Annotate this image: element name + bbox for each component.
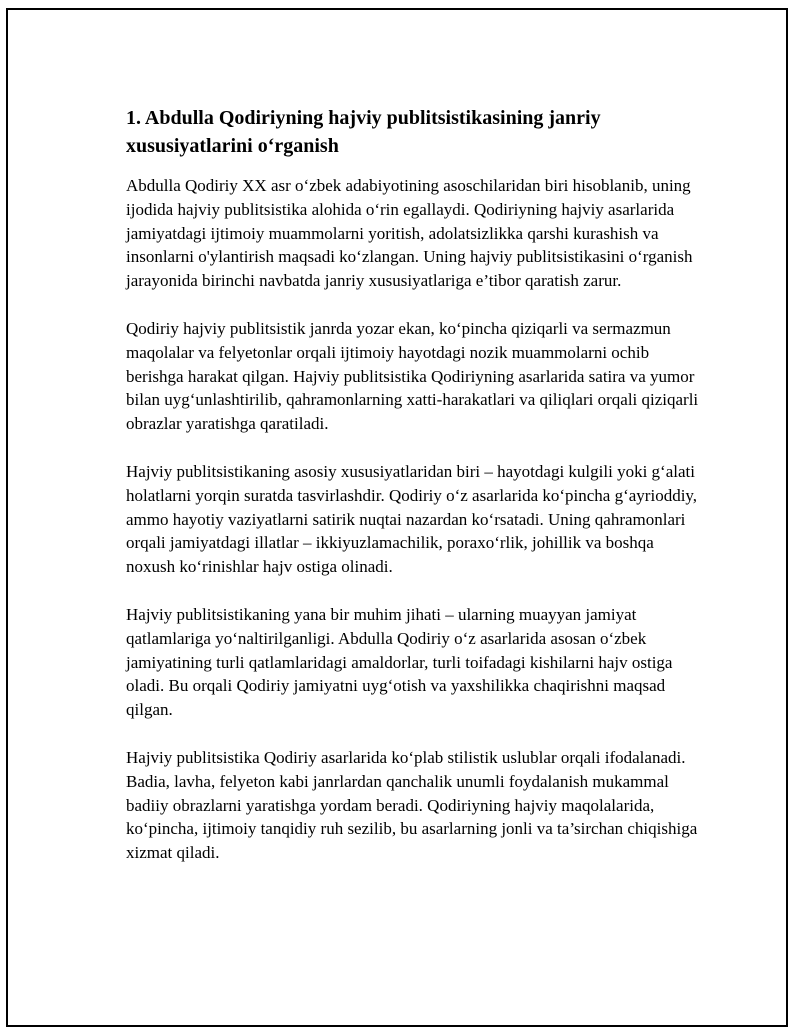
page-frame bbox=[6, 8, 788, 1027]
paragraph-2: Qodiriy hajviy publitsistik janrda yozar ekan, ko‘pincha qiziqarli va sermazmun maqolalar va felyetonlar orqali ijtimoiy hayotdagi nozik muammolarni ochib berishga harakat qilgan. Hajviy publitsistika Qodiriyning asarlarida satira va yumor bilan uyg‘unlashtirilib, qahramonlarning xatti-harakatlari va qiliqlari orqali qiziqarli obrazlar yaratishga qaratiladi. bbox=[126, 318, 699, 434]
document-body bbox=[126, 104, 701, 889]
paragraph-5: Hajviy publitsistika Qodiriy asarlarida ko‘plab stilistik uslublar orqali ifodalanadi. Badia, lavha, felyeton kabi janrlardan qanchalik unumli foydalanish mukammal badiiy obrazlarni yaratishga yordam beradi. Qodiriyning hajviy maqolalarida, ko‘pincha, ijtimoiy tanqidiy ruh sezilib, bu asarlarning jonli va ta’sirchan chiqishiga xizmat qiladi. bbox=[126, 747, 698, 863]
paragraph-4: Hajviy publitsistikaning yana bir muhim jihati – ularning muayyan jamiyat qatlamlariga yo‘naltirilganligi. Abdulla Qodiriy o‘z asarlarida asosan o‘zbek jamiyatining turli qatlamlaridagi amaldorlar, turli toifadagi kishilarni hajv ostiga oladi. Bu orqali Qodiriy jamiyatni uyg‘otish va yaxshilikka chaqirishni maqsad qilgan. bbox=[126, 604, 673, 720]
document-title: 1. Abdulla Qodiriyning hajviy publitsistikasining janriy xususiyatlarini o‘rganish bbox=[126, 107, 601, 157]
paragraph-1: Abdulla Qodiriy XX asr o‘zbek adabiyotining asoschilaridan biri hisoblanib, uning ijodida hajviy publitsistika alohida o‘rin egallaydi. Qodiriyning hajviy asarlarida jamiyatdagi ijtimoiy muammolarni yoritish, adolatsizlikka qarshi kurashish va insonlarni o'ylantirish maqsadi ko‘zlangan. Uning hajviy publitsistikasini o‘rganish jarayonida birinchi navbatda janriy xususiyatlariga e’tibor qaratish zarur. bbox=[126, 176, 693, 291]
paragraph-3: Hajviy publitsistikaning asosiy xususiyatlaridan biri – hayotdagi kulgili yoki g‘alati holatlarni yorqin suratda tasvirlashdir. Qodiriy o‘z asarlarida ko‘pincha g‘ayrioddiy, ammo hayotiy vaziyatlarni satirik nuqtai nazardan ko‘rsatadi. Uning qahramonlari orqali jamiyatdagi illatlar – ikkiyuzlamachilik, poraxo‘rlik, johillik va boshqa noxush ko‘rinishlar hajv ostiga olinadi. bbox=[126, 461, 698, 577]
